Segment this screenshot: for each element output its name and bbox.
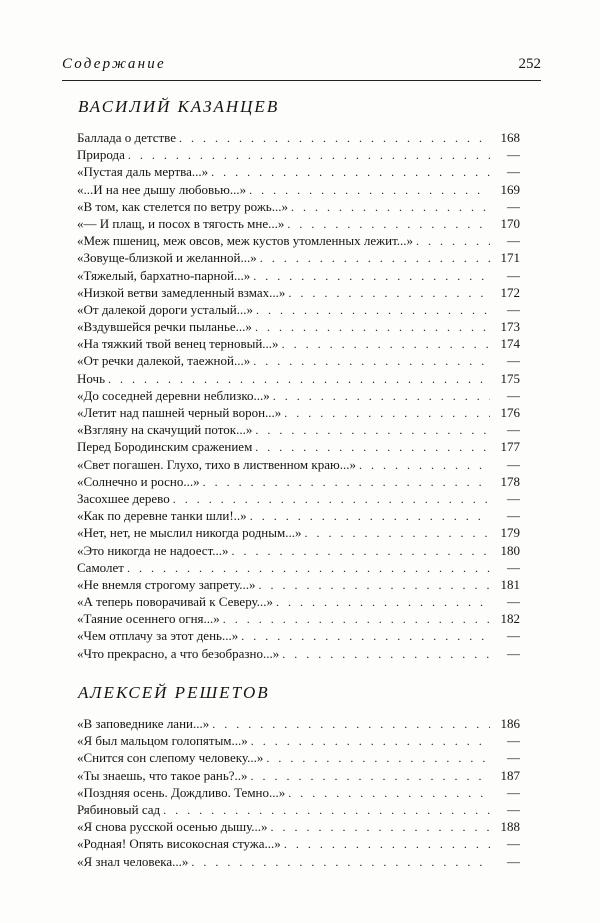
entry-page: — [507,490,520,506]
toc-entry [77,473,520,490]
dot-leader [268,819,490,836]
entry-title: «Ты знаешь, что такое рань?..» [77,767,248,783]
toc-entry [77,352,520,369]
toc-entry [77,627,520,644]
page-header [62,56,541,78]
entry-title: «Свет погашен. Глухо, тихо в лиственном краю...» [77,456,356,472]
toc-entry [77,301,520,318]
entry-title: «Родная! Опять високосная стужа...» [77,836,281,852]
toc-entry [77,576,520,593]
dot-leader [279,646,490,663]
running-head: Содержание [62,56,166,72]
author-heading: АЛЕКСЕЙ РЕШЕТОВ [78,683,270,702]
toc-entry [77,284,520,301]
dot-leader [248,768,490,785]
entry-page: 168 [500,130,520,145]
entry-page: — [507,422,520,438]
entry-page: — [507,853,520,869]
entry-title: «— И плащ, и посох в тягость мне...» [77,215,285,231]
toc-entry [77,801,520,818]
entry-title: Самолет [77,559,124,575]
toc-entry [77,610,520,627]
toc-entry [77,749,520,766]
toc-section-reshetov [77,715,520,870]
entry-page: — [507,387,520,403]
dot-leader [284,216,490,233]
entry-title: «От речки далекой, таежной...» [77,353,251,369]
dot-leader [247,508,490,525]
entry-title: «Взгляну на скачущий поток...» [77,422,253,438]
toc-entry [77,249,520,266]
toc-entry [77,215,520,232]
entry-page: 174 [500,336,520,352]
entry-title: «Я знал человека...» [77,853,189,869]
entry-title: «Снится сон слепому человеку...» [77,750,264,766]
entry-title: Природа [77,147,125,163]
dot-leader [257,250,490,267]
entry-page: — [507,628,520,644]
entry-page: 172 [500,284,520,300]
entry-page: 177 [500,439,520,455]
entry-title: «Низкой ветви замедленный взмах...» [77,284,286,300]
entry-title: Перед Бородинским сражением [77,439,253,455]
toc-entry [77,784,520,801]
toc-entry [77,146,520,163]
dot-leader [176,130,490,147]
entry-page: 176 [500,405,520,420]
entry-title: «Я снова русской осенью дышу...» [77,819,268,835]
toc-entry [77,129,520,146]
dot-leader [252,422,490,439]
dot-leader [252,439,490,456]
entry-page: 181 [500,576,520,592]
entry-page: 171 [500,250,520,266]
entry-title: «Поздняя осень. Дождливо. Темно...» [77,784,286,800]
dot-leader [170,491,490,508]
entry-page: 186 [500,716,520,731]
toc-entry [77,524,520,541]
toc-entry [77,767,520,784]
author-heading: ВАСИЛИЙ КАЗАНЦЕВ [78,97,280,116]
entry-title: «Нет, нет, не мыслил никогда родным...» [77,525,302,541]
entry-page: 170 [500,215,520,231]
entry-title: «Что прекрасно, а что безобразно...» [77,645,280,661]
entry-page: 187 [500,767,520,783]
dot-leader [281,836,490,853]
entry-page: — [507,301,520,317]
dot-leader [270,388,490,405]
entry-title: «Я был мальцом голопятым...» [77,733,248,749]
toc-entry [77,818,520,835]
toc-entry [77,370,520,387]
dot-leader [285,785,490,802]
dot-leader [124,560,490,577]
entry-page: 179 [500,525,520,541]
entry-page: — [507,456,520,472]
dot-leader [248,733,490,750]
toc-entry [77,835,520,852]
entry-page: 169 [500,181,520,197]
entry-page: — [507,559,520,575]
toc-entry [77,542,520,559]
entry-page: — [507,594,520,610]
entry-title: «Таяние осеннего огня...» [77,611,220,627]
entry-page: 182 [500,611,520,627]
dot-leader [273,594,490,611]
dot-leader [263,750,490,767]
entry-page: — [507,164,520,180]
entry-page: — [507,267,520,283]
entry-title: «До соседней деревни неблизко...» [77,387,270,403]
entry-title: «Тяжелый, бархатно-парной...» [77,267,251,283]
dot-leader [281,405,490,422]
entry-page: — [507,147,520,163]
dot-leader [252,319,490,336]
entry-title: Баллада о детстве [77,130,176,145]
entry-title: «Солнечно и росно...» [77,473,200,489]
entry-title: «Чем отплачу за этот день...» [77,628,239,644]
entry-page: — [507,353,520,369]
dot-leader [209,716,490,733]
entry-title: «Это никогда не надоест...» [77,542,229,558]
entry-page: — [507,801,520,817]
entry-title: «Летит над пашней черный ворон...» [77,405,282,420]
dot-leader [229,543,490,560]
entry-page: 173 [500,319,520,335]
dot-leader [200,474,490,491]
entry-title: Рябиновый сад [77,801,161,817]
toc-entry [77,715,520,732]
entry-title: Засохшее дерево [77,490,170,506]
toc-entry [77,645,520,662]
toc-entry [77,387,520,404]
toc-entry [77,559,520,576]
entry-title: «Пустая даль мертва...» [77,164,209,180]
entry-page: — [507,198,520,214]
dot-leader [250,353,490,370]
dot-leader [288,199,490,216]
entry-page: — [507,784,520,800]
dot-leader [188,854,490,871]
dot-leader [160,802,490,819]
dot-leader [253,302,490,319]
toc-entry [77,267,520,284]
dot-leader [413,233,490,250]
toc-entry [77,181,520,198]
dot-leader [246,182,490,199]
entry-title: Ночь [77,370,106,386]
entry-title: «А теперь поворачивай к Северу...» [77,594,273,610]
entry-title: «В том, как стелется по ветру рожь...» [77,198,288,214]
toc-entry [77,163,520,180]
entry-page: — [507,750,520,766]
entry-page: 180 [500,542,520,558]
entry-page: — [507,645,520,661]
entry-title: «Меж пшениц, меж овсов, меж кустов утомленных лежит...» [77,233,414,249]
entry-page: — [507,233,520,249]
header-rule [62,80,541,81]
dot-leader [125,147,490,164]
entry-title: «От далекой дороги усталый...» [77,301,254,317]
dot-leader [285,285,490,302]
dot-leader [279,336,490,353]
page-number: 252 [518,56,541,72]
toc-entry [77,232,520,249]
entry-page: — [507,733,520,749]
entry-title: «Не внемля строгому запрету...» [77,576,256,592]
entry-page: 178 [500,473,520,489]
dot-leader [255,577,490,594]
toc-entry [77,438,520,455]
dot-leader [356,457,490,474]
dot-leader [238,628,490,645]
entry-page: 175 [500,370,520,386]
toc-entry [77,456,520,473]
toc-entry [77,507,520,524]
entry-title: «Вздувшейся речки пыланье...» [77,319,252,335]
toc-entry [77,593,520,610]
toc-entry [77,198,520,215]
toc-entry [77,404,520,421]
entry-page: 188 [500,819,520,835]
entry-page: — [507,508,520,524]
toc-entry [77,853,520,870]
toc-entry [77,318,520,335]
toc-section-kazantsev [77,129,520,662]
dot-leader [301,525,490,542]
toc-entry [77,421,520,438]
entry-title: «Как по деревне танки шли!..» [77,508,247,524]
dot-leader [105,371,490,388]
dot-leader [220,611,490,628]
dot-leader [250,268,490,285]
toc-entry [77,335,520,352]
entry-title: «В заповеднике лани...» [77,716,210,731]
entry-title: «...И на нее дышу любовью...» [77,181,247,197]
toc-entry [77,490,520,507]
dot-leader [208,164,490,181]
toc-entry [77,732,520,749]
entry-page: — [507,836,520,852]
entry-title: «На тяжкий твой венец терновый...» [77,336,279,352]
entry-title: «Зовуще-близкой и желанной...» [77,250,257,266]
